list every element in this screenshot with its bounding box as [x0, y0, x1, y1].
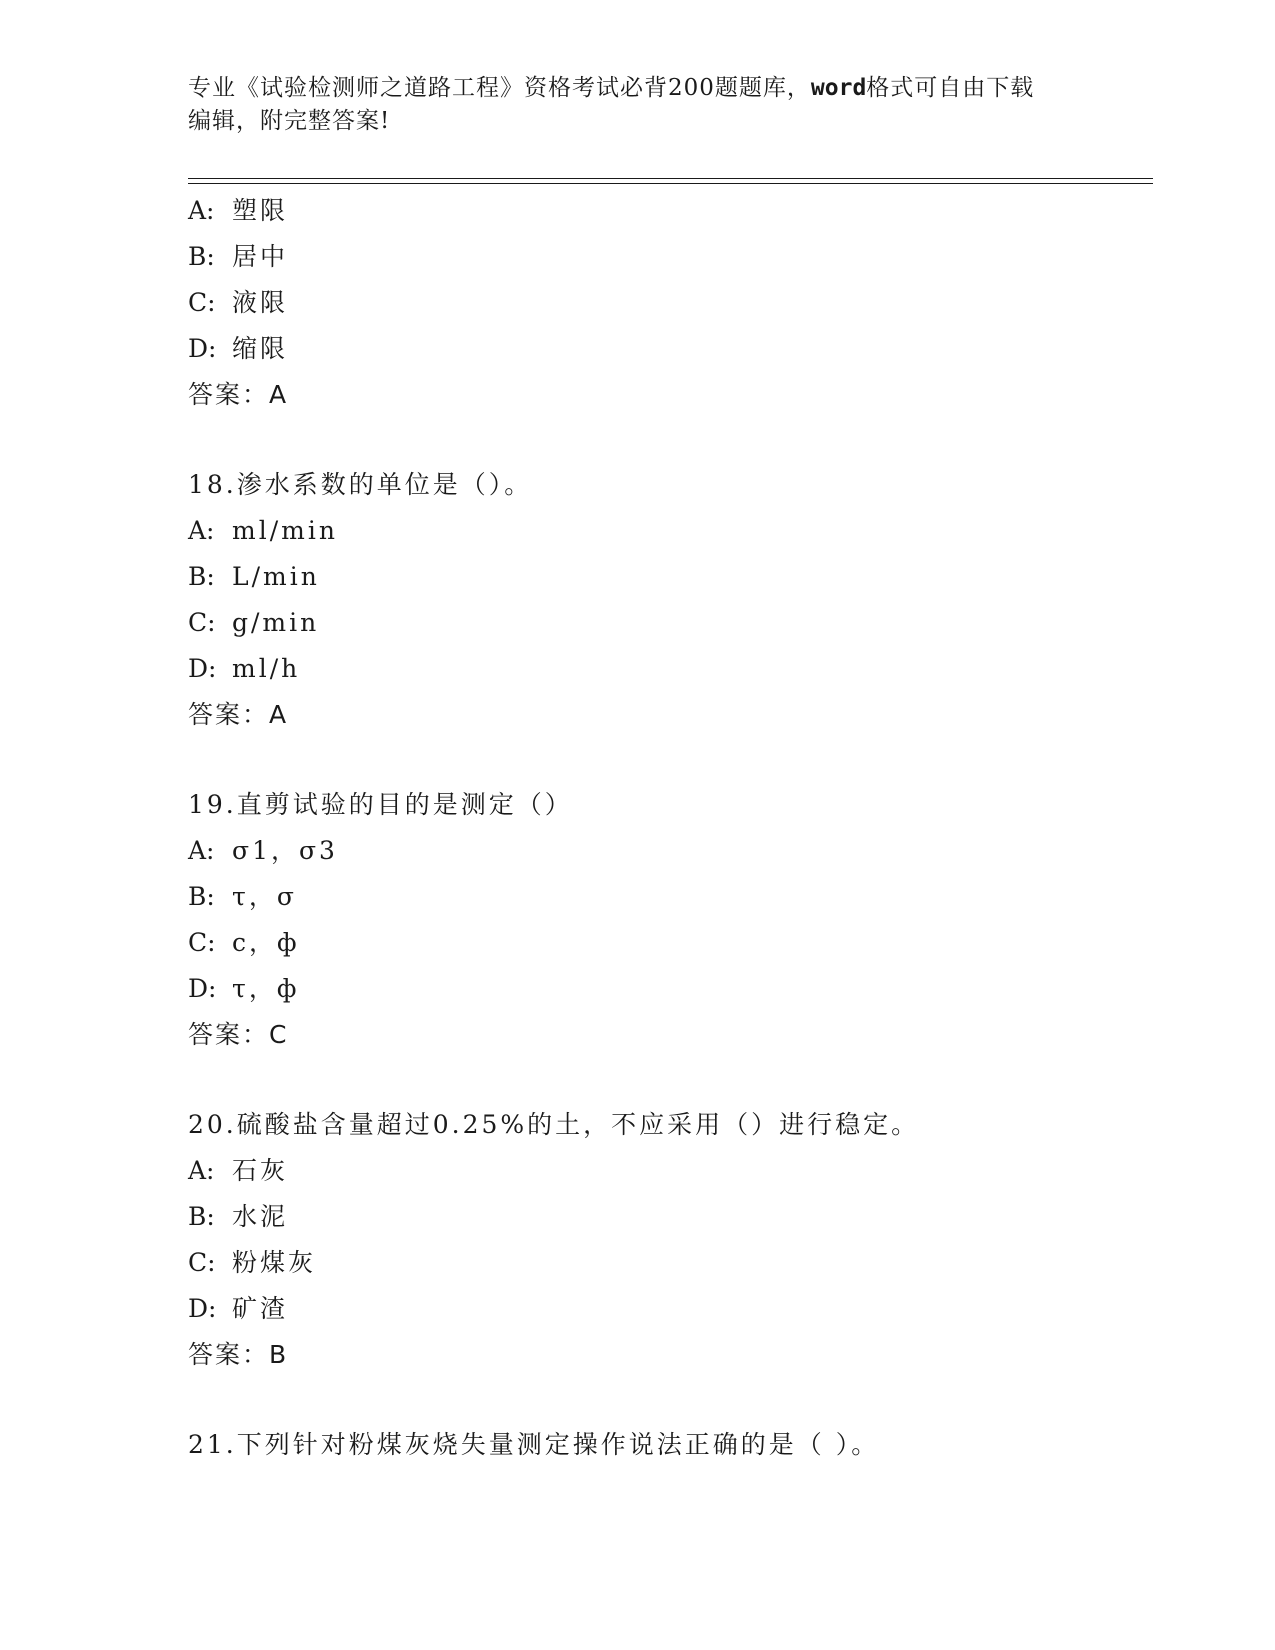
- header-title-prefix: 专业《试验检测师之道路工程》资格考试必背200题题库，: [188, 75, 811, 101]
- question-title: 19.直剪试验的目的是测定（）: [188, 790, 573, 819]
- question-block: [188, 782, 1148, 1058]
- option-key: D:: [188, 974, 217, 1003]
- option-line: [188, 1240, 1148, 1286]
- question-title: 21.下列针对粉煤灰烧失量测定操作说法正确的是（ ）。: [188, 1430, 880, 1459]
- spacer: [188, 1378, 1148, 1422]
- question-list: [188, 188, 1148, 1468]
- option-key: A:: [188, 1156, 215, 1185]
- answer-line: 答案：B: [188, 1340, 289, 1369]
- question-block: [188, 462, 1148, 738]
- option-line: [188, 508, 1148, 554]
- option-key: C:: [188, 608, 216, 637]
- header-line-2: 编辑，附完整答案!: [188, 108, 391, 134]
- option-line: [188, 828, 1148, 874]
- option-line: [188, 1286, 1148, 1332]
- option-line: [188, 188, 1148, 234]
- option-text: 石灰: [232, 1156, 289, 1185]
- header-line-1: [188, 72, 1088, 105]
- option-key: D:: [188, 334, 217, 363]
- option-line: [188, 280, 1148, 326]
- answer-line: 答案：A: [188, 700, 289, 729]
- option-line: [188, 554, 1148, 600]
- question-title: 18.渗水系数的单位是（）。: [188, 470, 533, 499]
- option-key: C:: [188, 1248, 216, 1277]
- option-key: B:: [188, 242, 215, 271]
- option-text: ml/h: [232, 654, 301, 683]
- option-text: L/min: [232, 562, 320, 591]
- option-text: 居中: [232, 242, 289, 271]
- option-text: τ，ф: [232, 974, 300, 1003]
- spacer: [188, 738, 1148, 782]
- header-title-suffix: 格式可自由下载: [866, 75, 1035, 101]
- option-key: A:: [188, 196, 215, 225]
- question-block: [188, 1102, 1148, 1378]
- option-text: 粉煤灰: [232, 1248, 317, 1277]
- document-header: [188, 72, 1088, 138]
- option-key: D:: [188, 654, 217, 683]
- question-title: 20.硫酸盐含量超过0.25%的土，不应采用（）进行稳定。: [188, 1110, 920, 1139]
- option-line: [188, 966, 1148, 1012]
- answer-line: 答案：C: [188, 1020, 289, 1049]
- spacer: [188, 1058, 1148, 1102]
- option-line: [188, 600, 1148, 646]
- header-divider-bottom: [188, 183, 1153, 184]
- option-text: σ1，σ3: [232, 836, 338, 865]
- option-text: 水泥: [232, 1202, 289, 1231]
- option-line: [188, 326, 1148, 372]
- option-text: c，ф: [232, 928, 300, 957]
- option-key: A:: [188, 516, 215, 545]
- option-key: B:: [188, 562, 215, 591]
- option-key: D:: [188, 1294, 217, 1323]
- option-line: [188, 920, 1148, 966]
- option-text: 液限: [232, 288, 289, 317]
- question-block: [188, 188, 1148, 418]
- answer-line: 答案：A: [188, 380, 289, 409]
- option-text: τ，σ: [232, 882, 297, 911]
- option-text: 塑限: [232, 196, 289, 225]
- option-line: [188, 1148, 1148, 1194]
- option-line: [188, 874, 1148, 920]
- option-text: ml/min: [232, 516, 338, 545]
- option-line: [188, 646, 1148, 692]
- spacer: [188, 418, 1148, 462]
- header-divider-top: [188, 178, 1153, 179]
- option-text: 缩限: [232, 334, 289, 363]
- option-key: A:: [188, 836, 215, 865]
- option-text: g/min: [232, 608, 320, 637]
- option-line: [188, 234, 1148, 280]
- option-key: C:: [188, 928, 216, 957]
- option-key: B:: [188, 882, 215, 911]
- option-key: C:: [188, 288, 216, 317]
- question-block: [188, 1422, 1148, 1468]
- option-key: B:: [188, 1202, 215, 1231]
- header-word-format: word: [810, 75, 867, 101]
- option-line: [188, 1194, 1148, 1240]
- option-text: 矿渣: [232, 1294, 289, 1323]
